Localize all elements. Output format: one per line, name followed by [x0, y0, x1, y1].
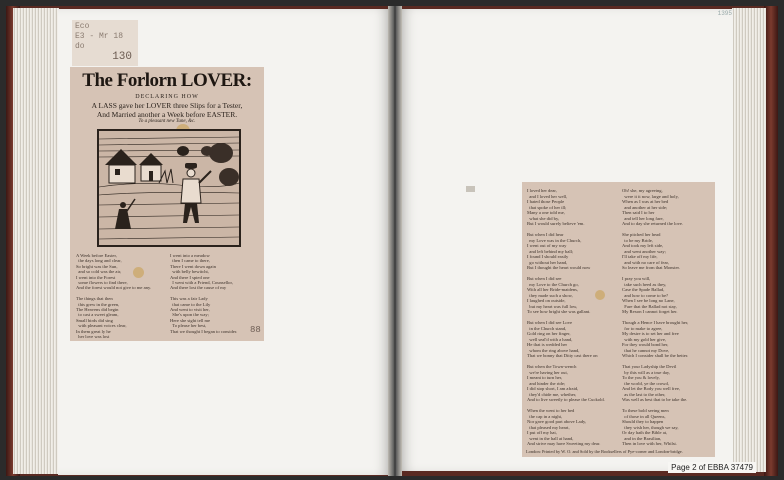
- shelf-mark: 88: [250, 325, 261, 335]
- woodcut-image: [99, 131, 239, 245]
- ballad-sheet-back: [522, 182, 715, 457]
- right-page-edges: [732, 8, 766, 472]
- verse-column-left-back: I loved her dear, and I loved her well, I hated those People that spoke of her ill; Many a one told me, what she did by, But I would surely believe 'em. But when I did hear my Love was in the Church, I went out of my way and left behind my ball; I found I should easily go without her hand, But I thought the heart would now But when I did see my Love to the Church go, With all her Bride-maidens, they made such a show, I laughed on outside, but my heart was full low, To see how bright she was gallant. But when I did see Love in the Church stand, Gold ring on her finger, well seal'd with a hand, He that is wedded her whom the ring above hand, That we bonny that Ditty cast there on But when the Town-wench we're having her out, I meant to turn her, and hinder the ride; I did stop short, I am afraid, they'd chide me, whether, And to live sweetly to please the Cuckold. When the went to her bed the cap in a night, Nor gave good part above Lady, that pleased my heart, I put off my hat, went in the hall at hand, And strive may have Sweeting my dear.: [527, 188, 605, 446]
- note-line-1: Eco: [75, 22, 90, 31]
- verse-column-right: I went into a meadow then I came to there, There I went down again with belly bewitcht, And there I spied one I went with a Friend, Counsellor, And there lost the cause of my This was a fair Lady that came to the Lily And went to visit her, She's upon the way; Here she sight tell me To please her best, That we thought I began to consider.: [170, 253, 238, 334]
- ballad-title: The Forlorn LOVER:: [82, 70, 252, 91]
- handwritten-note: [72, 20, 138, 66]
- note-line-3: do: [75, 42, 85, 51]
- imprint-line: London: Printed by W. O. and Sold by the Booksellers of Pye-corner and London-bridge.: [526, 449, 683, 454]
- seal-stamp-icon: [133, 267, 144, 278]
- cover-right-edge: [764, 6, 778, 476]
- page-caption: Page 2 of EBBA 37479: [668, 462, 756, 473]
- handwritten-number: 130: [112, 51, 132, 63]
- ballad-subtitle-line1: A LASS gave her LOVER three Slips for a Tester,: [91, 101, 243, 110]
- verse-column-left: A Week before Easter, the days long and clear, So bright was the Sun, and so cold was the air, I went into the Forest some flowers to find there, And the forest would not give to me any. The things that then this grew in the green, The Heavens did begin to cast a sweet gleam, Small birds did sing with pleasant voices clear, In them great ly he her love was lost: [76, 253, 152, 339]
- woodcut-illustration: [97, 129, 241, 247]
- ballad-declaring: DECLARING HOW: [135, 94, 199, 100]
- note-line-2: E3 - Mr 18: [75, 32, 124, 41]
- ballad-sheet-front: [70, 67, 264, 341]
- ballad-tune: To a pleasant new Tune, &c.: [138, 119, 196, 124]
- verse-column-right-back: Oh! she, my agreeing, were it it now, large and holy, When as I was at her bed and another at her side; Then said I to her and tell her long fare, And to day she returned the love. She pitched her head to be my Bride, And took my left side, and went another way; I'll take off my life, and with no care of fear, So leave me from that Monster. I pray you will, take such heed as they, Case the Spade Ballad, and how to come to be? When I see be long no Lane, Fare that the Ballad not stay, My Rexon I cannot forget her. Though a Hence I have brought her, for to make to agree, My desire is to set her and free with my gold her give, For they would bond her, that he cannot my Dove, Which I consider shall be the better. That your Ladyship the Devil by this will as a true day, To the you & lovely, the world, ye the crowd, And let the Body you well free, as the last to the other, Was well as best that to be take the. To these bold seeing men of those in all Queens, Should they to happen they wish her, though we say, Or day hath the Bible at, and in the Brasilian, Then in love with her, Whilst.: [622, 188, 689, 446]
- ballad-subtitle-line2: And Married another a Week before EASTER.: [96, 110, 238, 119]
- left-page-edges: [13, 8, 59, 474]
- corner-mark: 1395: [717, 10, 732, 17]
- page-marker: [466, 186, 475, 192]
- book-gutter: [388, 6, 402, 476]
- seal-stamp-back-icon: [595, 290, 605, 300]
